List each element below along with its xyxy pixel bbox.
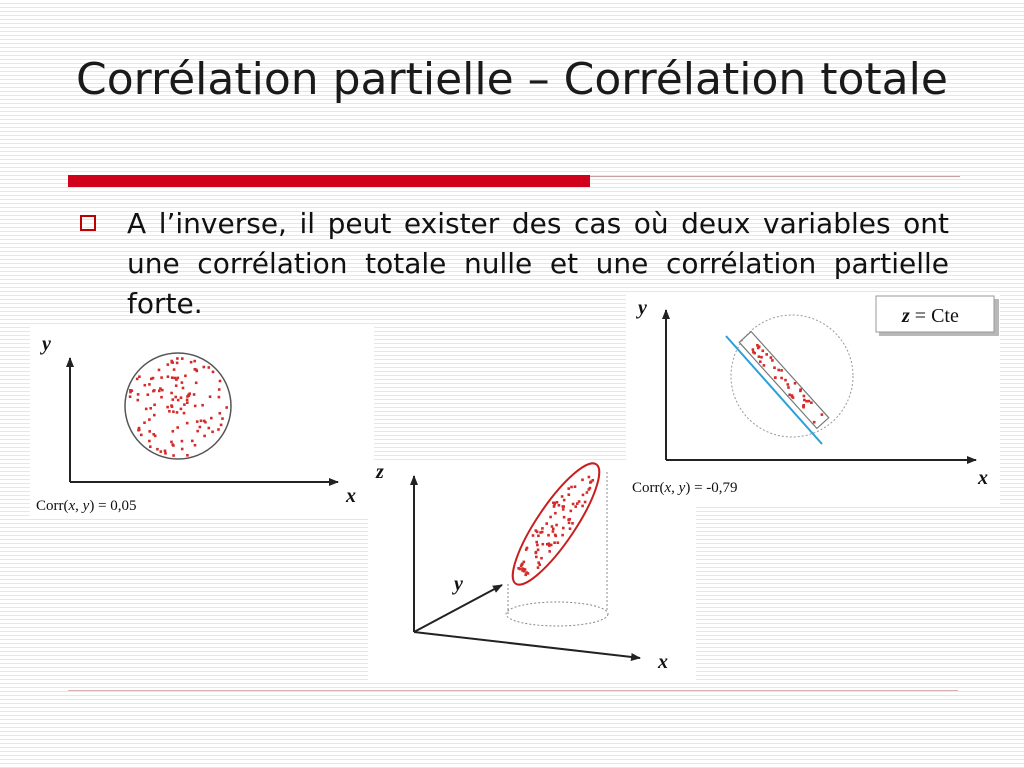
point-cloud xyxy=(752,344,824,424)
scatter-point xyxy=(552,530,555,533)
scatter-point xyxy=(152,433,155,436)
scatter-point xyxy=(210,417,213,420)
scatter-point xyxy=(148,440,151,443)
scatter-point xyxy=(549,516,552,519)
scatter-point xyxy=(774,376,777,379)
scatter-point xyxy=(561,495,564,498)
scatter-point xyxy=(548,550,551,553)
scatter-point xyxy=(592,479,595,482)
x-axis-label: x xyxy=(658,651,668,673)
scatter-point xyxy=(584,501,587,504)
scatter-point xyxy=(562,505,565,508)
scatter-point xyxy=(217,428,220,431)
scatter-point xyxy=(181,357,184,360)
scatter-point xyxy=(172,398,175,401)
scatter-point xyxy=(171,376,174,379)
scatter-point xyxy=(570,510,573,513)
scatter-point xyxy=(536,531,539,534)
scatter-point xyxy=(589,481,592,484)
bullet-text: A l’inverse, il peut exister des cas où deux variables ont une corrélation totale nulle et une corrélation partielle forte. xyxy=(127,207,949,320)
scatter-point xyxy=(554,512,557,515)
scatter-point xyxy=(582,494,585,497)
scatter-point xyxy=(803,399,806,402)
scatter-point xyxy=(208,366,211,369)
conditional-slice xyxy=(739,332,829,429)
scatter-point xyxy=(563,516,566,519)
scatter-point xyxy=(180,396,183,399)
scatter-point xyxy=(196,420,199,423)
x-axis xyxy=(414,632,640,658)
scatter-point xyxy=(765,353,768,356)
scatter-point xyxy=(148,418,151,421)
scatter-point xyxy=(574,485,577,488)
slide-title: Corrélation partielle – Corrélation totale xyxy=(76,54,948,105)
title-underline-gray xyxy=(590,176,960,177)
scatter-point xyxy=(143,421,146,424)
scatter-point xyxy=(184,375,187,378)
scatter-point xyxy=(574,505,577,508)
scatter-point xyxy=(535,552,538,555)
x-axis-label: x xyxy=(978,467,988,489)
scatter-point xyxy=(803,395,806,398)
scatter-point xyxy=(553,503,556,506)
scatter-point xyxy=(138,375,141,378)
scatter-point xyxy=(537,535,540,538)
scatter-point xyxy=(149,445,152,448)
scatter-point xyxy=(129,395,132,398)
point-cloud xyxy=(129,357,228,457)
scatter-point xyxy=(794,382,797,385)
y-axis-label: y xyxy=(454,573,463,595)
scatter-point xyxy=(759,360,762,363)
scatter-point xyxy=(196,430,199,433)
scatter-point xyxy=(129,389,132,392)
scatter-point xyxy=(176,362,179,365)
scatter-point xyxy=(784,379,787,382)
scatter-point xyxy=(156,448,159,451)
scatter-point xyxy=(164,452,167,455)
scatter-point xyxy=(562,508,565,511)
scatter-point xyxy=(563,499,566,502)
scatter-point xyxy=(170,441,173,444)
title-underline-red xyxy=(68,175,590,187)
scatter-point xyxy=(523,570,526,573)
scatter-point xyxy=(536,544,539,547)
scatter-point xyxy=(193,360,196,363)
scatter-point xyxy=(572,503,575,506)
scatter-point xyxy=(787,383,790,386)
correlation-caption: Corr(x, y) = -0,79 xyxy=(632,480,738,496)
scatter-point xyxy=(181,448,184,451)
scatter-point xyxy=(571,522,574,525)
scatter-point xyxy=(158,369,161,372)
scatter-point xyxy=(535,541,538,544)
scatter-point xyxy=(777,369,780,372)
scatter-point xyxy=(821,413,824,416)
scatter-point xyxy=(201,404,204,407)
scatter-point xyxy=(771,359,774,362)
scatter-point xyxy=(176,426,179,429)
scatter-point xyxy=(208,427,211,430)
scatter-point xyxy=(150,378,153,381)
scatter-point xyxy=(160,450,163,453)
scatter-point xyxy=(218,388,221,391)
scatter-point xyxy=(556,501,559,504)
scatter-point xyxy=(183,412,186,415)
scatter-point xyxy=(160,376,163,379)
scatter-point xyxy=(172,410,175,413)
scatter-point xyxy=(191,440,194,443)
scatter-point xyxy=(519,568,522,571)
scatter-point xyxy=(167,363,170,366)
scatter-point xyxy=(792,396,795,399)
scatter-point xyxy=(555,524,558,527)
scatter-point xyxy=(203,420,206,423)
scatter-point xyxy=(159,387,162,390)
scatter-point xyxy=(147,393,150,396)
scatter-point xyxy=(173,368,176,371)
scatter-point xyxy=(570,486,573,489)
scatter-point xyxy=(548,542,551,545)
scatter-point xyxy=(183,403,186,406)
scatter-point xyxy=(219,380,222,383)
scatter-point xyxy=(171,443,174,446)
scatter-point xyxy=(180,408,183,411)
scatter-point xyxy=(773,366,776,369)
scatter-point xyxy=(186,422,189,425)
point-cloud xyxy=(517,476,594,576)
scatter-point xyxy=(209,395,212,398)
scatter-point xyxy=(172,430,175,433)
scatter-point xyxy=(558,504,561,507)
scatter-point xyxy=(567,487,570,490)
scatter-point xyxy=(164,450,167,453)
scatter-point xyxy=(177,399,180,402)
scatter-point xyxy=(542,543,545,546)
scatter-point xyxy=(753,352,756,355)
scatter-point xyxy=(182,387,185,390)
scatter-point xyxy=(539,531,542,534)
scatter-point xyxy=(196,370,199,373)
scatter-point xyxy=(181,440,184,443)
scatter-point xyxy=(537,566,540,569)
scatter-point xyxy=(218,396,221,399)
point-cloud-boundary xyxy=(125,353,231,459)
scatter-point xyxy=(149,407,152,410)
scatter-point xyxy=(561,534,564,537)
scatter-point xyxy=(148,383,151,386)
scatter-point xyxy=(537,549,540,552)
scatter-point xyxy=(140,434,143,437)
scatter-point xyxy=(552,528,555,531)
scatter-point xyxy=(171,361,174,364)
scatter-point xyxy=(138,427,141,430)
scatter-point xyxy=(524,574,527,577)
scatter-point xyxy=(770,356,773,359)
scatter-point xyxy=(219,412,222,415)
scatter-point xyxy=(186,399,189,402)
scatter-point xyxy=(760,356,763,359)
scatter-point xyxy=(567,518,570,521)
scatter-point xyxy=(211,431,214,434)
scatter-point xyxy=(802,404,805,407)
scatter-point xyxy=(569,527,572,530)
scatter-point xyxy=(541,527,544,530)
scatter-point xyxy=(578,500,581,503)
scatter-point xyxy=(540,557,543,560)
figure-total-correlation xyxy=(30,326,374,518)
scatter-point xyxy=(153,414,156,417)
scatter-point xyxy=(137,399,140,402)
y-axis-label: y xyxy=(42,333,51,355)
scatter-point xyxy=(762,350,765,353)
scatter-point xyxy=(551,525,554,528)
scatter-point xyxy=(787,386,790,389)
scatter-point xyxy=(144,384,147,387)
scatter-point xyxy=(145,408,148,411)
scatter-circle-figure xyxy=(30,326,374,518)
scatter-point xyxy=(176,411,179,414)
scatter-point xyxy=(553,541,556,544)
scatter-point xyxy=(194,405,197,408)
scatter-point xyxy=(532,534,535,537)
scatter-point xyxy=(200,420,203,423)
scatter-point xyxy=(547,534,550,537)
scatter-conditional-figure xyxy=(626,294,1000,506)
scatter-point xyxy=(780,369,783,372)
scatter-point xyxy=(158,390,161,393)
scatter-point xyxy=(568,493,571,496)
z-axis-label: z xyxy=(376,462,384,483)
scatter-point xyxy=(758,345,761,348)
scatter-point xyxy=(788,394,791,397)
scatter-point xyxy=(190,361,193,364)
scatter-point xyxy=(172,454,175,457)
scatter-point xyxy=(221,417,224,420)
scatter-point xyxy=(545,522,548,525)
footer-divider xyxy=(68,690,958,691)
scatter-point xyxy=(203,366,206,369)
y-axis-label: y xyxy=(638,297,647,319)
scatter-point xyxy=(220,424,223,427)
point-cloud-boundary xyxy=(500,462,612,594)
scatter-point xyxy=(521,563,524,566)
scatter-point xyxy=(203,435,206,438)
scatter-point xyxy=(168,410,171,413)
scatter-point xyxy=(212,371,215,374)
scatter-point xyxy=(186,454,189,457)
scatter-point xyxy=(557,541,560,544)
scatter-point xyxy=(581,479,584,482)
scatter-point xyxy=(538,563,541,566)
scatter-point xyxy=(181,381,184,384)
scatter-point xyxy=(799,388,802,391)
scatter-point xyxy=(586,491,589,494)
scatter-point xyxy=(813,421,816,424)
scatter-point xyxy=(193,393,196,396)
scatter-point xyxy=(780,377,783,380)
scatter-point xyxy=(167,375,170,378)
scatter-point xyxy=(148,430,151,433)
scatter-point xyxy=(763,364,766,367)
scatter-point xyxy=(166,406,169,409)
condition-label: z = Cte xyxy=(902,305,959,327)
scatter-point xyxy=(588,488,591,491)
scatter-point xyxy=(153,404,156,407)
bullet-square-icon xyxy=(80,215,96,231)
scatter-point xyxy=(588,476,591,479)
scatter-point xyxy=(170,392,173,395)
scatter-point xyxy=(188,392,191,395)
scatter-point xyxy=(808,400,811,403)
projection-ellipse xyxy=(506,602,608,626)
scatter-point xyxy=(527,572,530,575)
scatter-point xyxy=(176,357,179,360)
figure-partial-correlation xyxy=(626,294,1000,506)
scatter-point xyxy=(160,396,163,399)
scatter-point xyxy=(526,547,529,550)
scatter-point xyxy=(186,401,189,404)
scatter-point xyxy=(562,527,565,530)
scatter-point xyxy=(175,378,178,381)
scatter-point xyxy=(568,522,571,525)
scatter-point xyxy=(137,393,140,396)
scatter-point xyxy=(225,406,228,409)
scatter-point xyxy=(581,505,584,508)
scatter-point xyxy=(535,556,538,559)
scatter-point xyxy=(153,389,156,392)
scatter-point xyxy=(758,355,761,358)
regression-line xyxy=(726,336,822,444)
x-axis-label: x xyxy=(346,485,356,507)
scatter-point xyxy=(174,396,177,399)
scatter-point xyxy=(555,535,558,538)
scatter-point xyxy=(170,404,173,407)
correlation-caption: Corr(x, y) = 0,05 xyxy=(36,498,137,514)
scatter-point xyxy=(175,384,178,387)
scatter-point xyxy=(195,382,198,385)
scatter-point xyxy=(810,401,813,404)
scatter-point xyxy=(194,444,197,447)
scatter-point xyxy=(199,426,202,429)
scatter-point xyxy=(752,348,755,351)
